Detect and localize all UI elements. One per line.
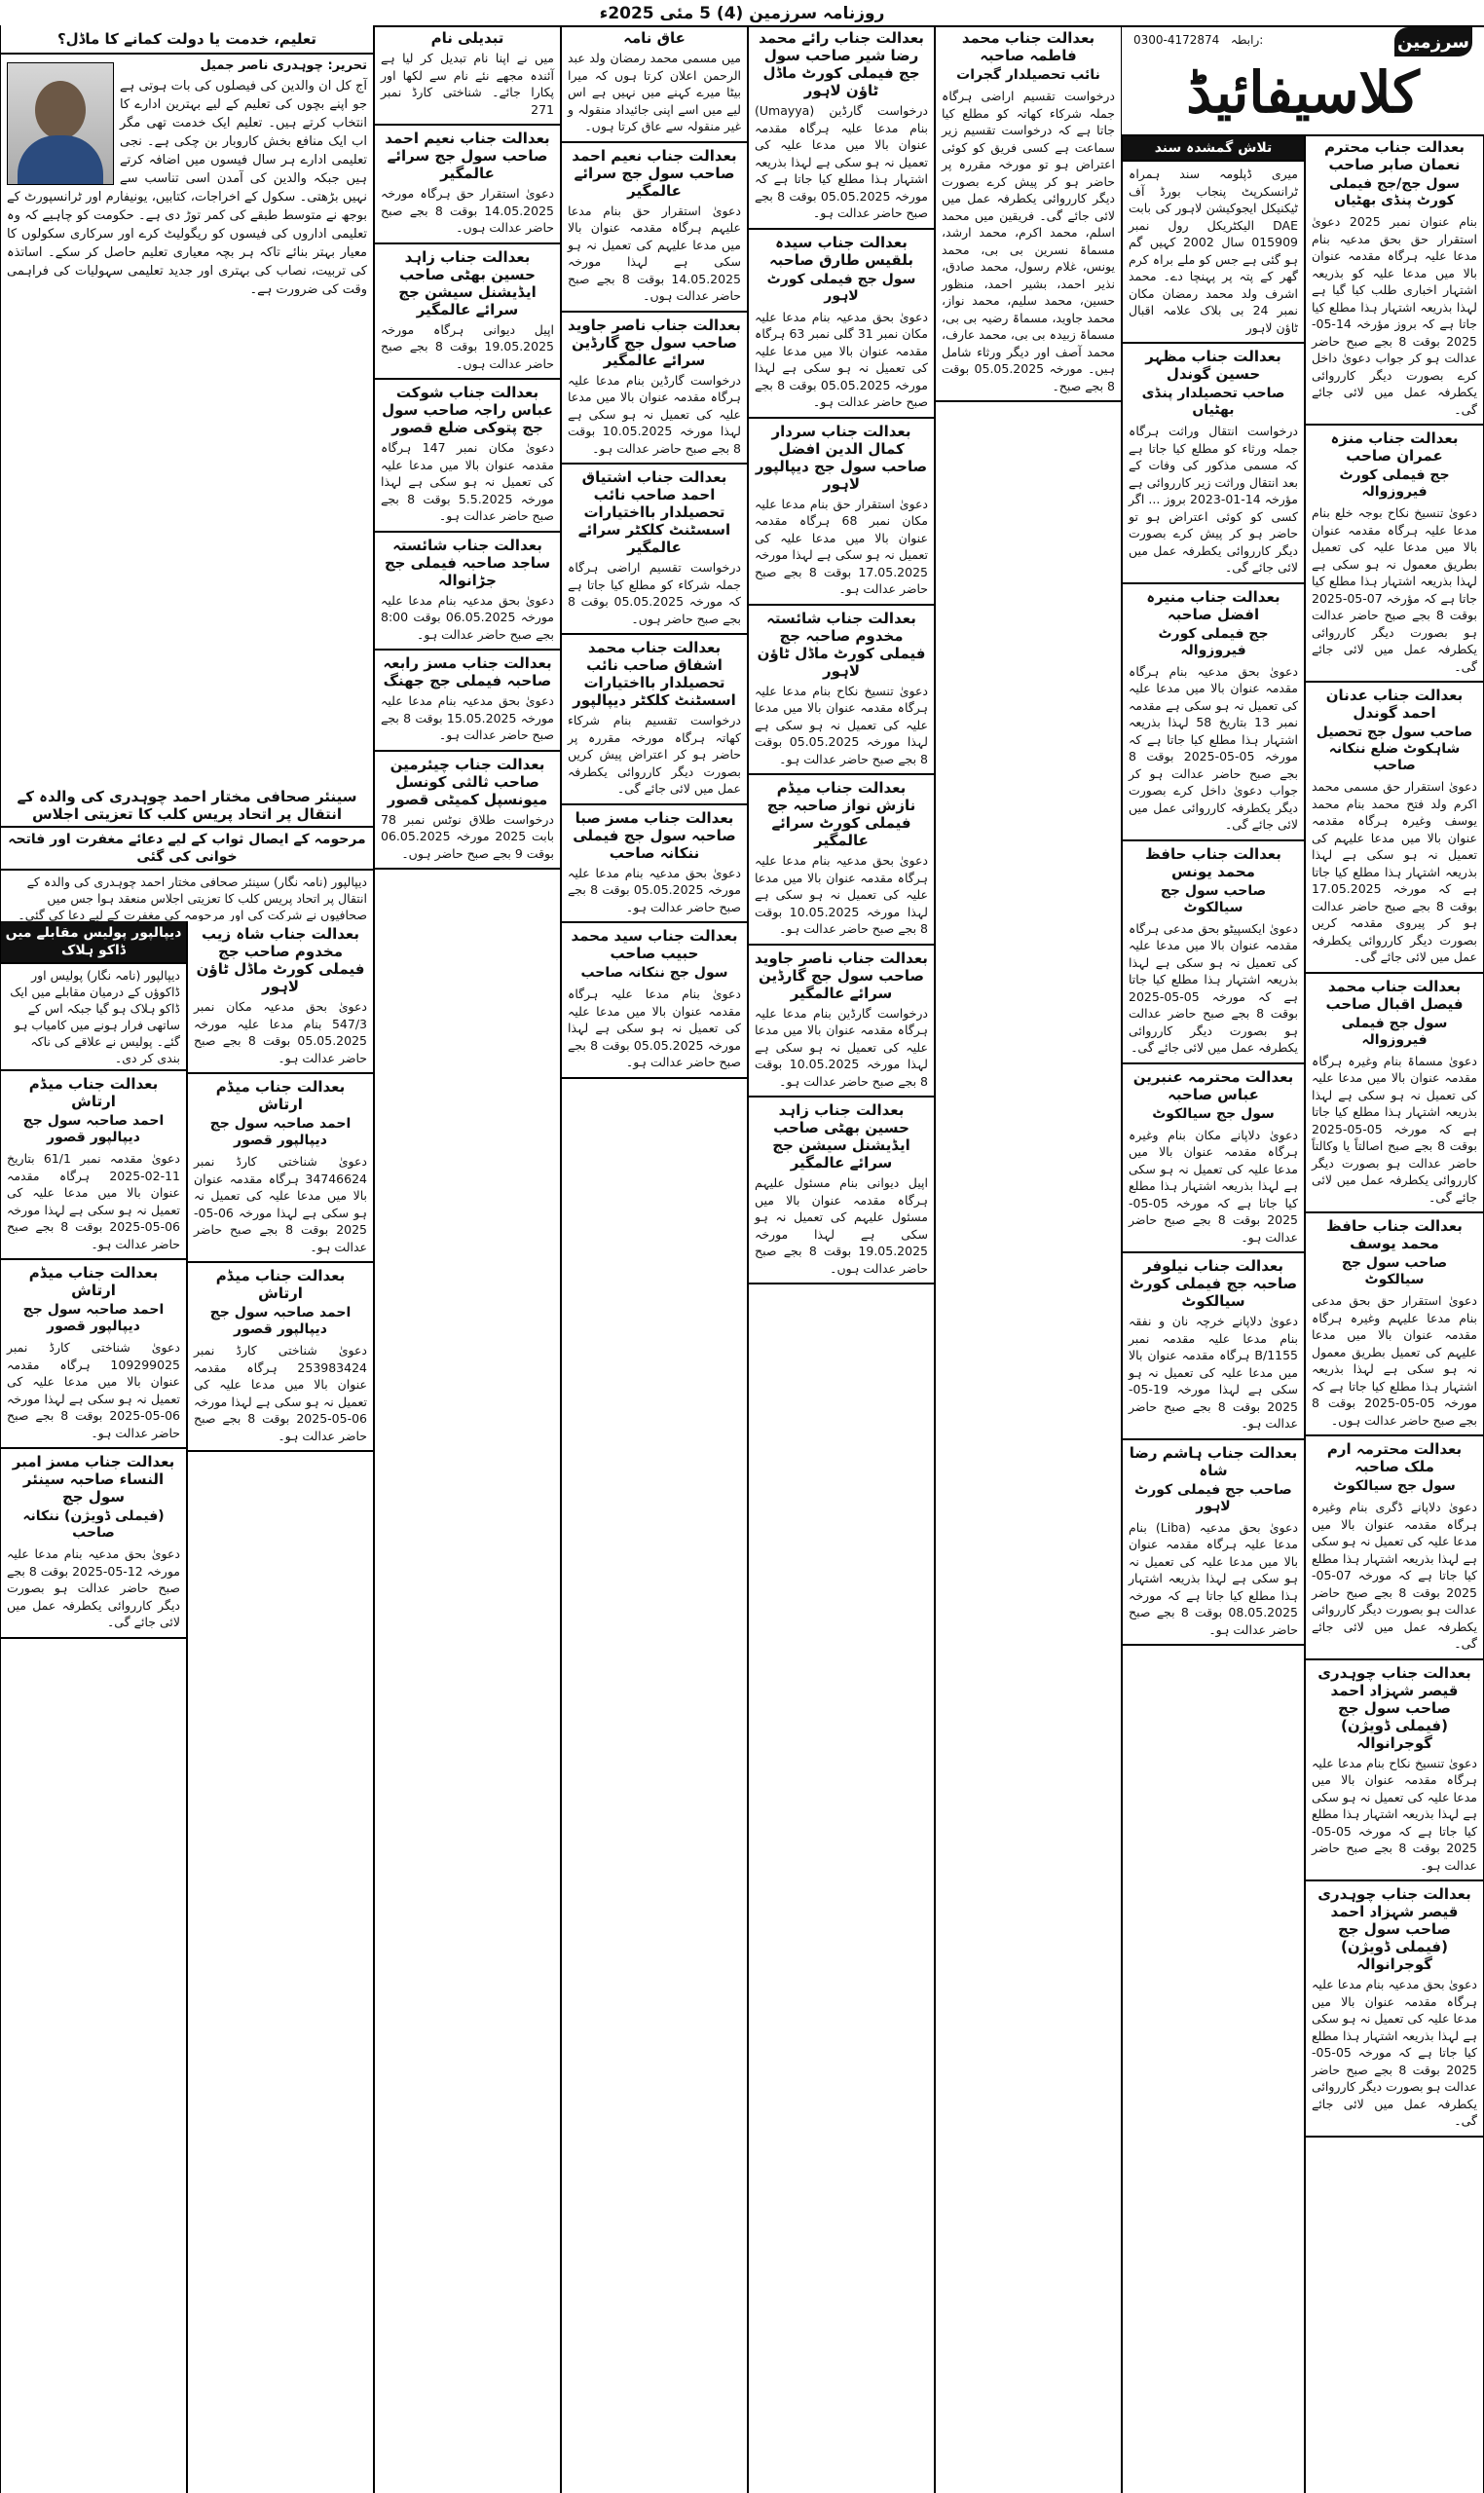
notice: بعدالت جناب زاہد حسین بھٹی صاحب ایڈیشنل سیشن جج سرائے عالمگیر اپیل دیوانی بنام مسئول علیہم ہرگاہ مقدمہ عنوان بالا میں مسئول علیہم کی تعمیل نہ ہو سکی ہے لہذا مورخہ 19.05.2025 بوقت 8 بجے صبح حاضر عدالت ہوں۔ bbox=[749, 1098, 934, 1284]
lost-found-tab: تلاش گمشدہ سند bbox=[1123, 136, 1304, 162]
column-6 bbox=[374, 25, 561, 2493]
notice: بعدالت جناب منیرہ افضل صاحبہ جج فیملی کورٹ فیروزوالہ دعویٰ بحق مدعیہ بنام ہرگاہ مقدمہ عنوان بالا میں مدعا علیہ کی تعمیل نہ ہو سکی ہے مقدمہ نمبر 13 بتاریخ 58 لہذا بذریعہ اشتہار ہذا مطلع کیا جاتا ہے کہ مورخہ 05-05-2025 بوقت 8 بجے صبح حاضر عدالت ہو کر جواب دعویٰ داخل کرے بصورت دیگر یکطرفہ کارروائی عمل میں لائی جائے گی۔ bbox=[1123, 584, 1304, 841]
condolence-body: دیپالپور (نامہ نگار) سینئر صحافی مختار احمد چوہدری کی والدہ کے انتقال پر اتحاد پریس کلب کا تعزیتی اجلاس منعقد ہوا جس میں صحافیوں نے شرکت کی اور مرحومہ کی مغفرت کے لیے دعا کی گئی۔ bbox=[18, 874, 367, 921]
notice: عاق نامہ میں مسمی محمد رمضان ولد عبد الرحمن اعلان کرتا ہوں کہ میرا بیٹا میرے کہنے میں نہیں ہے اس لیے میں اسے اپنی جائیداد منقولہ و غیر منقولہ سے عاق کرتا ہوں۔ bbox=[562, 25, 747, 143]
notice: بعدالت جناب میڈم ارتاش احمد صاحبہ سول جج دیپالپور قصور دعویٰ شناختی کارڈ نمبر 253983424 ہرگاہ مقدمہ عنوان بالا میں مدعا علیہ کی تعمیل نہ ہو سکی ہے لہذا مورخہ 06-05-2025 بوقت 8 بجے صبح حاضر عدالت ہو۔ bbox=[188, 1263, 373, 1452]
masthead bbox=[0, 0, 1484, 27]
notice: بعدالت جناب اشتیاق احمد صاحب نائب تحصیلدار بااختیارات اسسٹنٹ کلکٹر سرائے عالمگیر درخواست تقسیم اراضی ہرگاہ جملہ شرکاء کو مطلع کیا جاتا ہے کہ مورخہ 05.05.2025 بوقت 8 بجے صبح حاضر ہوں۔ bbox=[562, 465, 747, 635]
column-8 bbox=[0, 921, 187, 2493]
notice: بعدالت جناب میڈم ارتاش احمد صاحبہ سول جج دیپالپور قصور دعویٰ مقدمہ نمبر 61/1 بتاریخ 11-02-2025 ہرگاہ مقدمہ عنوان بالا میں مدعا علیہ کی تعمیل نہ ہو سکی ہے لہذا مورخہ 06-05-2025 بوقت 8 بجے صبح حاضر عدالت ہو۔ bbox=[1, 1071, 186, 1260]
notice: بعدالت جناب نعیم احمد صاحب سول جج سرائے عالمگیر دعویٰ استقرار حق بنام مدعا علیہم ہرگاہ مقدمہ عنوان بالا میں مدعا علیہم کی تعمیل نہ ہو سکی ہے لہذا مورخہ 14.05.2025 بوقت 8 بجے صبح حاضر عدالت ہوں۔ bbox=[562, 143, 747, 313]
notice: بعدالت جناب رائے محمد رضا شیر صاحب سول جج فیملی کورٹ ماڈل ٹاؤن لاہور درخواست گارڈین (Umayya) بنام مدعا علیہ ہرگاہ مقدمہ عنوان بالا میں مدعا علیہ کی تعمیل نہ ہو سکی ہے لہذا بذریعہ اشتہار ہذا مطلع کیا جاتا ہے کہ مورخہ 05.05.2025 بوقت 8 بجے صبح حاضر عدالت ہو۔ bbox=[749, 25, 934, 230]
notice: بعدالت جناب حافظ محمد یوسف صاحب سول جج سیالکوٹ دعویٰ استقرار حق بحق مدعی بنام مدعا علیہم وغیرہ ہرگاہ مقدمہ عنوان بالا میں مدعا علیہم کی تعمیل بطریق معمول نہ ہو سکی ہے لہذا بذریعہ اشتہار ہذا مطلع کیا جاتا ہے کہ مورخہ 05-05-2025 بوقت 8 بجے صبح حاضر عدالت ہوں۔ bbox=[1306, 1213, 1483, 1436]
notice: بعدالت جناب سید محمد حبیب صاحب سول جج ننکانہ صاحب دعویٰ بنام مدعا علیہ ہرگاہ مقدمہ عنوان بالا میں مدعا علیہ کی تعمیل نہ ہو سکی ہے لہذا مورخہ 05.05.2025 بوقت 8 بجے صبح حاضر عدالت ہو۔ bbox=[562, 923, 747, 1079]
notice: بعدالت جناب محترم نعمان صابر صاحب سول جج/جج فیملی کورٹ پنڈی بھٹیاں بنام عنوان نمبر 2025 دعویٰ استقرار حق بحق مدعیہ بنام مدعا علیہ ہرگاہ مقدمہ عنوان بالا میں مدعا علیہ کو بذریعہ اشتہار اخباری طلب کیا گیا ہے لہذا بذریعہ اشتہار ہذا مطلع کیا جاتا ہے کہ بروز مؤرخہ 14-05-2025 بوقت 8 بجے صبح حاضر عدالت ہو کر جواب دعویٰ داخل کرے بصورت دیگر کارروائی یکطرفہ عمل میں لائی جائے گی۔ bbox=[1306, 134, 1483, 426]
notice: بعدالت جناب میڈم نازش نواز صاحبہ جج فیملی کورٹ سرائے عالمگیر دعویٰ بحق مدعیہ بنام مدعا علیہ ہرگاہ مقدمہ عنوان بالا میں مدعا علیہ کی تعمیل نہ ہو سکی ہے لہذا مورخہ 10.05.2025 بوقت 8 بجے صبح حاضر عدالت ہو۔ bbox=[749, 775, 934, 946]
classified-brand bbox=[1122, 25, 1484, 136]
op-ed-body: آج کل ان والدین کی فیصلوں کی بات ہوتی ہے جو اپنے بچوں کی تعلیم کے لیے بہترین ادارے کا انتخاب کرتے ہیں۔ تعلیم ایک خدمت تھی مگر اب ایک منافع بخش کاروبار بن چکی ہے۔ نجی تعلیمی ادارے ہر سال فیسوں میں اضافہ کرتے ہیں جبکہ والدین کی آمدن اسی تناسب سے نہیں بڑھتی۔ سکول کے اخراجات، کتابیں، یونیفارم اور ٹرانسپورٹ کے بوجھ نے متوسط طبقے کی کمر توڑ دی ہے۔ حکومت کو چاہیے کہ وہ تعلیمی اداروں کی فیسوں کو ریگولیٹ کرے اور سرکاری سکولوں کا معیار بہتر بنائے تاکہ ہر بچہ معیاری تعلیم حاصل کر سکے۔ اساتذہ کی تربیت، نصاب کی بہتری اور جدید تعلیمی سہولیات کی فراہمی وقت کی ضرورت ہے۔ bbox=[7, 79, 367, 297]
police-title: دیپالپور پولیس مقابلے میں ڈاکو ہلاک bbox=[1, 921, 186, 964]
notice: بعدالت جناب چیئرمین صاحب ثالثی کونسل میونسپل کمیٹی قصور درخواست طلاق نوٹس نمبر 78 بابت 2025 مورخہ 06.05.2025 بوقت 9 بجے صبح حاضر ہوں۔ bbox=[375, 752, 560, 871]
notice: بعدالت جناب نعیم احمد صاحب سول جج سرائے عالمگیر دعویٰ استقرار حق ہرگاہ مورخہ 14.05.2025 بوقت 8 بجے صبح حاضر عدالت ہوں۔ bbox=[375, 126, 560, 244]
notice: بعدالت جناب ناصر جاوید صاحب سول جج گارڈین سرائے عالمگیر درخواست گارڈین بنام مدعا علیہ ہرگاہ مقدمہ عنوان بالا میں مدعا علیہ کی تعمیل نہ ہو سکی ہے لہذا مورخہ 10.05.2025 بوقت 8 بجے صبح حاضر عدالت ہو۔ bbox=[749, 946, 934, 1098]
notice: تبدیلی نام میں نے اپنا نام تبدیل کر لیا ہے آئندہ مجھے نئے نام سے لکھا اور پکارا جائے۔ شناختی کارڈ نمبر 271 bbox=[375, 25, 560, 126]
notice: بعدالت جناب شاہ زیب مخدوم صاحب جج فیملی کورٹ ماڈل ٹاؤن لاہور دعویٰ بحق مدعیہ مکان نمبر 547/3 بنام مدعا علیہ مورخہ 05.05.2025 بوقت 8 بجے صبح حاضر عدالت ہو۔ bbox=[188, 921, 373, 1074]
notice: بعدالت جناب شوکت عباس راجہ صاحب سول جج پتوکی ضلع قصور دعویٰ مکان نمبر 147 ہرگاہ مقدمہ عنوان بالا میں مدعا علیہ کی تعمیل نہ ہو سکی ہے لہذا مورخہ 5.5.2025 بوقت 8 بجے صبح حاضر عدالت ہو۔ bbox=[375, 380, 560, 533]
notice: میری ڈپلومہ سند ہمراہ ٹرانسکرپٹ پنجاب بورڈ آف ٹیکنیکل ایجوکیشن لاہور کی بابت DAE الیکٹریکل رول نمبر 015909 سال 2002 کہیں گم ہو گئی ہے جس کو ملے براہ کرم گھر کے پتہ پر پہنچا دے۔ محمد اشرف ولد محمد رمضان مکان نمبر 24 بی بلاک علامہ اقبال ٹاؤن لاہور bbox=[1123, 162, 1304, 344]
notice: بعدالت جناب میڈم ارتاش احمد صاحبہ سول جج دیپالپور قصور دعویٰ شناختی کارڈ نمبر 109299025 ہرگاہ مقدمہ عنوان بالا میں مدعا علیہ کی تعمیل نہ ہو سکی ہے لہذا مورخہ 06-05-2025 بوقت 8 بجے صبح حاضر عدالت ہو۔ bbox=[1, 1260, 186, 1449]
masthead-text: روزنامہ سرزمین (4) 5 مئی 2025ء bbox=[599, 3, 885, 23]
notice: بعدالت جناب مسز رابعہ صاحبہ فیملی جج جھنگ دعویٰ بحق مدعیہ بنام مدعا علیہ مورخہ 15.05.2025 بوقت 8 بجے صبح حاضر عدالت ہو۔ bbox=[375, 651, 560, 752]
notice: بعدالت محترمہ ارم ملک صاحبہ سول جج سیالکوٹ دعویٰ دلاپانے ڈگری بنام وغیرہ ہرگاہ مقدمہ عنوان بالا میں مدعا علیہ کی تعمیل نہ ہو سکی ہے لہذا بذریعہ اشتہار ہذا مطلع کیا جاتا ہے کہ مورخہ 07-05-2025 بوقت 8 بجے صبح حاضر عدالت ہو بصورت دیگر کارروائی یکطرفہ عمل میں لائی جائے گی۔ bbox=[1306, 1436, 1483, 1660]
notice: بعدالت جناب مظہر حسین گوندل صاحب تحصیلدار پنڈی بھٹیاں درخواست انتقال وراثت ہرگاہ جملہ ورثاء کو مطلع کیا جاتا ہے کہ مسمی مذکور کی وفات کے بعد انتقال وراثت زیر کارروائی ہے مؤرخہ 14-01-2023 بروز ... اگر کسی کو کوئی اعتراض ہو تو حاضر ہو کر پیش کرے بصورت دیگر کارروائی یکطرفہ عمل میں لائی جائے گی۔ bbox=[1123, 344, 1304, 584]
notice: بعدالت جناب مسز صبا صاحبہ سول جج فیملی ننکانہ صاحب دعویٰ بحق مدعیہ بنام مدعا علیہ مورخہ 05.05.2025 بوقت 8 بجے صبح حاضر عدالت ہو۔ bbox=[562, 805, 747, 924]
notice: بعدالت جناب شائستہ مخدوم صاحبہ جج فیملی کورٹ ماڈل ٹاؤن لاہور دعویٰ تنسیخ نکاح بنام مدعا علیہ ہرگاہ مقدمہ عنوان بالا میں مدعا علیہ کی تعمیل نہ ہو سکی ہے لہذا مورخہ 05.05.2025 بوقت 8 بجے صبح حاضر عدالت ہو۔ bbox=[749, 606, 934, 776]
brand-phone: 0300-4172874 رابطہ: bbox=[1133, 33, 1264, 47]
op-ed-article bbox=[0, 25, 374, 785]
police-body: دیپالپور (نامہ نگار) پولیس اور ڈاکوؤں کے درمیان مقابلے میں ایک ڈاکو ہلاک ہو گیا جبکہ اس کے ساتھی فرار ہونے میں کامیاب ہو گئے۔ پولیس نے علاقے کی ناکہ بندی کر دی۔ bbox=[1, 964, 186, 1071]
notice: بعدالت جناب سردار کمال الدین افضل صاحب سول جج دیپالپور لاہور دعویٰ استقرار حق بنام مدعا علیہ مکان نمبر 68 ہرگاہ مقدمہ عنوان بالا میں مدعا علیہ کی تعمیل نہ ہو سکی ہے لہذا مورخہ 17.05.2025 بوقت 8 بجے صبح حاضر عدالت ہو۔ bbox=[749, 419, 934, 606]
notice: بعدالت جناب منزہ عمران صاحب جج فیملی کورٹ فیروزوالہ دعویٰ تنسیخ نکاح بوجہ خلع بنام مدعا علیہ ہرگاہ مقدمہ عنوان بالا میں مدعا علیہ کی تعمیل بطریق معمول نہ ہو سکی ہے لہذا بذریعہ اشتہار ہذا مطلع کیا جاتا ہے کہ مؤرخہ 07-05-2025 بوقت 8 بجے صبح حاضر عدالت ہو بصورت دیگر کارروائی یکطرفہ عمل میں لائی جائے گی۔ bbox=[1306, 426, 1483, 683]
notice: بعدالت جناب محمد اشفاق صاحب نائب تحصیلدار بااختیارات اسسٹنٹ کلکٹر دیپالپور درخواست تقسیم بنام شرکاء کھاتہ ہرگاہ مورخہ مقررہ پر حاضر ہو کر اعتراض پیش کریں بصورت دیگر کارروائی یکطرفہ عمل میں لائی جائے گی۔ bbox=[562, 635, 747, 805]
notice: بعدالت جناب چوہدری قیصر شہزاد احمد صاحب سول جج (فیملی ڈویژن) گوجرانوالہ دعویٰ تنسیخ نکاح بنام مدعا علیہ ہرگاہ مقدمہ عنوان بالا میں مدعا علیہ کی تعمیل نہ ہو سکی ہے لہذا بذریعہ اشتہار ہذا مطلع کیا جاتا ہے کہ مورخہ 05-05-2025 بوقت 8 بجے صبح حاضر عدالت ہو۔ bbox=[1306, 1660, 1483, 1882]
column-3 bbox=[935, 25, 1122, 2493]
notice: بعدالت جناب شائستہ ساجد صاحبہ فیملی جج جڑانوالہ دعویٰ بحق مدعیہ بنام مدعا علیہ مورخہ 06.05.2025 بوقت 8:00 بجے صبح حاضر عدالت ہو۔ bbox=[375, 533, 560, 651]
column-1 bbox=[1305, 134, 1484, 2493]
notice: بعدالت جناب چوہدری قیصر شہزاد احمد صاحب سول جج (فیملی ڈویژن) گوجرانوالہ دعویٰ بحق مدعیہ بنام مدعا علیہ ہرگاہ مقدمہ عنوان بالا میں مدعا علیہ کی تعمیل نہ ہو سکی ہے لہذا بذریعہ اشتہار ہذا مطلع کیا جاتا ہے کہ مورخہ 05-05-2025 بوقت 8 بجے صبح حاضر عدالت ہو بصورت دیگر کارروائی یکطرفہ عمل میں لائی جائے گی۔ bbox=[1306, 1881, 1483, 2138]
notice: بعدالت جناب زاہد حسین بھٹی صاحب ایڈیشنل سیشن جج سرائے عالمگیر اپیل دیوانی ہرگاہ مورخہ 19.05.2025 بوقت 8 بجے صبح حاضر عدالت ہوں۔ bbox=[375, 244, 560, 381]
author-photo bbox=[7, 62, 114, 185]
notice: بعدالت جناب نیلوفر صاحبہ جج فیملی کورٹ سیالکوٹ دعویٰ دلاپانے خرچہ نان و نفقہ بنام مدعا علیہ مقدمہ نمبر 1155/B ہرگاہ مقدمہ عنوان بالا میں مدعا علیہ کی تعمیل نہ ہو سکی ہے لہذا مورخہ 19-05-2025 بوقت 8 بجے صبح حاضر عدالت ہو۔ bbox=[1123, 1253, 1304, 1440]
op-ed-byline: تحریر: چوہدری ناصر جمیل bbox=[200, 58, 367, 73]
notice: بعدالت جناب میڈم ارتاش احمد صاحبہ سول جج دیپالپور قصور دعویٰ شناختی کارڈ نمبر 34746624 ہرگاہ مقدمہ عنوان بالا میں مدعا علیہ کی تعمیل نہ ہو سکی ہے لہذا مورخہ 06-05-2025 بوقت 8 بجے صبح حاضر عدالت ہو۔ bbox=[188, 1074, 373, 1263]
condolence-subtitle: مرحومہ کے ایصال ثواب کے لیے دعائے مغفرت اور فاتحہ خوانی کی گئی bbox=[1, 828, 373, 871]
notice: بعدالت جناب حافظ محمد یونس صاحب سول جج سیالکوٹ دعویٰ ایکسپیٹو بحق مدعی ہرگاہ مقدمہ عنوان بالا میں مدعا علیہ کی تعمیل نہ ہو سکی ہے لہذا بذریعہ اشتہار ہذا مطلع کیا جاتا ہے کہ مورخہ 05-05-2025 بوقت 8 بجے صبح حاضر عدالت ہو بصورت دیگر کارروائی یکطرفہ عمل میں لائی جائے گی۔ bbox=[1123, 841, 1304, 1064]
op-ed-title: تعلیم، خدمت یا دولت کمانے کا ماڈل؟ bbox=[1, 25, 373, 55]
notice: بعدالت جناب ناصر جاوید صاحب سول جج گارڈین سرائے عالمگیر درخواست گارڈین بنام مدعا علیہ ہرگاہ مقدمہ عنوان بالا میں مدعا علیہ کی تعمیل نہ ہو سکی ہے لہذا مورخہ 10.05.2025 بوقت 8 بجے صبح حاضر عدالت ہو۔ bbox=[562, 313, 747, 465]
notice: بعدالت جناب سیدہ بلقیس طارق صاحبہ سول جج فیملی کورٹ لاہور دعویٰ بحق مدعیہ بنام مدعا علیہ مکان نمبر 31 گلی نمبر 63 ہرگاہ مقدمہ عنوان بالا میں مدعا علیہ کی تعمیل نہ ہو سکی ہے لہذا مورخہ 05.05.2025 بوقت 8 بجے صبح حاضر عدالت ہو۔ bbox=[749, 230, 934, 419]
notice: بعدالت جناب مسز امبر النساء صاحبہ سینئر سول جج (فیملی ڈویژن) ننکانہ صاحب دعویٰ بحق مدعیہ بنام مدعا علیہ مورخہ 12-05-2025 بوقت 8 بجے صبح حاضر عدالت ہو بصورت دیگر کارروائی یکطرفہ عمل میں لائی جائے گی۔ bbox=[1, 1449, 186, 1639]
notice: بعدالت جناب محمد فاطمہ صاحبہ نائب تحصیلدار گجرات درخواست تقسیم اراضی ہرگاہ جملہ شرکاء کھاتہ کو مطلع کیا جاتا ہے کہ درخواست تقسیم زیر سماعت ہے کسی فریق کو کوئی اعتراض ہو تو مورخہ مقررہ پر حاضر ہو کر پیش کرے بصورت دیگر کارروائی یکطرفہ عمل میں لائی جائے گی۔ فریقین میں محمد اسلم، محمد اکرم، محمد ارشد، مسماۃ نسرین بی بی، محمد یونس، غلام رسول، محمد صادق، نذیر احمد، بشیر احمد، منظور حسین، محمد سلیم، محمد نواز، محمد جاوید، مسماۃ رضیہ بی بی، مسماۃ زبیدہ بی بی، محمد عارف، محمد آصف اور دیگر ورثاء شامل ہیں۔ مورخہ 05.05.2025 بوقت 8 بجے صبح۔ bbox=[936, 25, 1121, 402]
column-7 bbox=[187, 921, 374, 2493]
notice: بعدالت محترمہ عنبرین عباس صاحبہ سول جج سیالکوٹ دعویٰ دلاپانے مکان بنام وغیرہ ہرگاہ مقدمہ عنوان بالا میں مدعا علیہ کی تعمیل نہ ہو سکی ہے لہذا بذریعہ اشتہار ہذا مطلع کیا جاتا ہے کہ مورخہ 05-05-2025 بوقت 8 بجے صبح حاضر عدالت ہو۔ bbox=[1123, 1064, 1304, 1254]
brand-logo: سرزمین bbox=[1394, 27, 1472, 56]
column-2 bbox=[1122, 136, 1305, 2493]
condolence-title: سینئر صحافی مختار احمد چوہدری کی والدہ کے انتقال پر اتحاد پریس کلب کا تعزیتی اجلاس bbox=[1, 785, 373, 828]
notice: بعدالت جناب ہاشم رضا شاہ صاحب جج فیملی کورٹ لاہور دعویٰ بحق مدعیہ (Liba) بنام مدعا علیہ ہرگاہ مقدمہ عنوان بالا میں مدعا علیہ کی تعمیل نہ ہو سکی ہے لہذا بذریعہ اشتہار ہذا مطلع کیا جاتا ہے کہ مورخہ 08.05.2025 بوقت 8 بجے صبح حاضر عدالت ہو۔ bbox=[1123, 1440, 1304, 1647]
brand-title: کلاسیفائیڈ bbox=[1186, 59, 1420, 126]
column-5 bbox=[561, 25, 748, 2493]
column-4 bbox=[748, 25, 935, 2493]
notice: بعدالت جناب عدنان احمد گوندل صاحب سول جج تحصیل شاہکوٹ ضلع ننکانہ صاحب دعویٰ استقرار حق مسمی محمد اکرم ولد فتح محمد بنام محمد یوسف وغیرہ ہرگاہ مقدمہ عنوان بالا میں مدعا علیہم کی تعمیل نہ ہو سکی ہے لہذا بذریعہ اشتہار ہذا مطلع کیا جاتا ہے کہ مورخہ 17.05.2025 بوقت 8 بجے صبح حاضر عدالت ہو کر پیروی مقدمہ کریں بصورت دیگر کارروائی یکطرفہ عمل میں لائی جائے گی۔ bbox=[1306, 683, 1483, 974]
notice: بعدالت جناب محمد فیصل اقبال صاحب سول جج فیملی فیروزوالہ دعویٰ مسماۃ بنام وغیرہ ہرگاہ مقدمہ عنوان بالا میں مدعا علیہ کی تعمیل نہ ہو سکی ہے لہذا بذریعہ اشتہار ہذا مطلع کیا جاتا ہے کہ مورخہ 05-05-2025 بوقت 8 بجے صبح اصالتاً یا وکالتاً حاضر عدالت ہو بصورت دیگر کارروائی یکطرفہ عمل میں لائی جائے گی۔ bbox=[1306, 974, 1483, 1214]
condolence-news bbox=[0, 785, 374, 921]
